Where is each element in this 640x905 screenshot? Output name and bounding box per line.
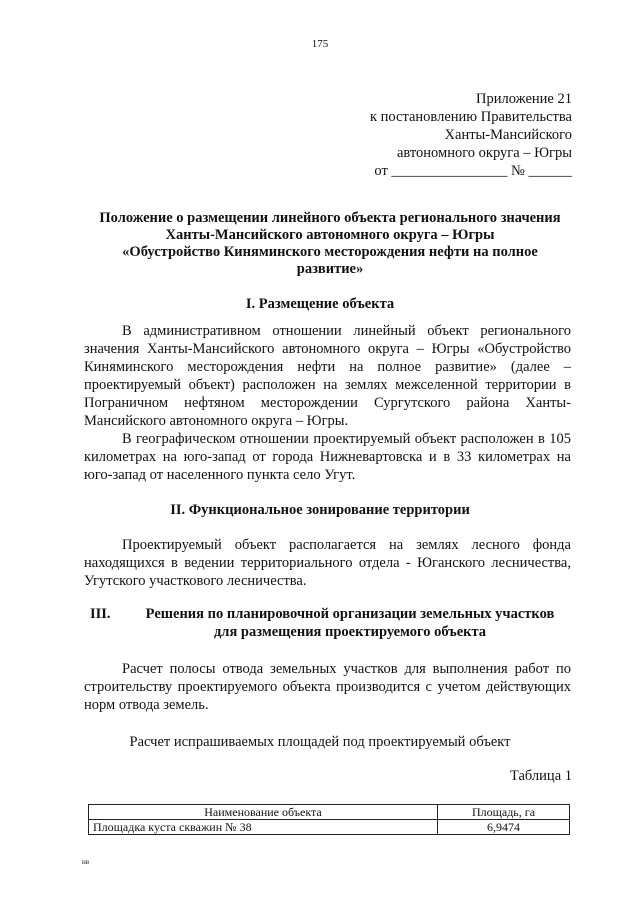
table-cell: 6,9474	[438, 820, 570, 835]
section-1-body	[84, 322, 571, 484]
calc-caption: Расчет испрашиваемых площадей под проектируемый объект	[129, 734, 511, 750]
title-line: Ханты-Мансийского автономного округа – Югры	[165, 227, 495, 243]
table-header: Наименование объекта	[89, 805, 438, 820]
appendix-line: автономного округа – Югры	[396, 145, 572, 161]
table-header-row	[89, 805, 570, 820]
appendix-line: Ханты-Мансийского	[444, 127, 572, 143]
document-title	[80, 210, 580, 278]
title-line: «Обустройство Киняминского месторождения нефти на полное	[122, 244, 538, 260]
section-heading-line: Решения по планировочной организации земельных участков	[145, 606, 555, 622]
paragraph: Расчет полосы отвода земельных участков для выполнения работ по строительству проектируемого объекта производится с учетом действующих норм отвода земель.	[84, 661, 571, 713]
table-cell: Площадка куста скважин № 38	[89, 820, 438, 835]
table-row	[89, 820, 570, 835]
section-heading-2: II. Функциональное зонирование территории	[170, 502, 470, 518]
page-number: 175	[311, 38, 329, 50]
title-line: развитие»	[296, 261, 364, 277]
appendix-line: к постановлению Правительства	[370, 109, 572, 125]
title-line: Положение о размещении линейного объекта регионального значения	[99, 210, 561, 226]
paragraph: В географическом отношении проектируемый объект расположен в 105 километрах на юго-запад от города Нижневартовска и в 33 километрах на юго-запад от населенного пункта село Угут.	[84, 431, 571, 483]
area-table	[88, 804, 570, 835]
appendix-line: Приложение 21	[476, 91, 572, 107]
table-header: Площадь, га	[438, 805, 570, 820]
section-number: III.	[90, 606, 111, 622]
section-heading-line: для размещения проектируемого объекта	[213, 624, 487, 640]
section-2-body	[84, 536, 571, 590]
section-heading-1: I. Размещение объекта	[245, 296, 395, 312]
appendix-line: от ________________ № ______	[374, 163, 572, 179]
paragraph: Проектируемый объект располагается на землях лесного фонда находящихся в ведении территориального отдела - Юганского лесничества, Угутского участкового лесничества.	[84, 537, 571, 589]
footer-mark: нв	[82, 858, 90, 866]
section-heading-3	[90, 605, 570, 641]
paragraph: В административном отношении линейный объект регионального значения Ханты-Мансийского автономного округа – Югры «Обустройство Киняминского месторождения нефти на полное развитие» (далее – проектируемый объект) расположен на землях межселенной территории в Пограничном нефтяном месторождении Сургутского района Ханты-Мансийского автономного округа – Югры.	[84, 323, 571, 429]
appendix-block	[252, 90, 572, 180]
table-label: Таблица 1	[509, 768, 572, 784]
section-3-body	[84, 660, 571, 714]
